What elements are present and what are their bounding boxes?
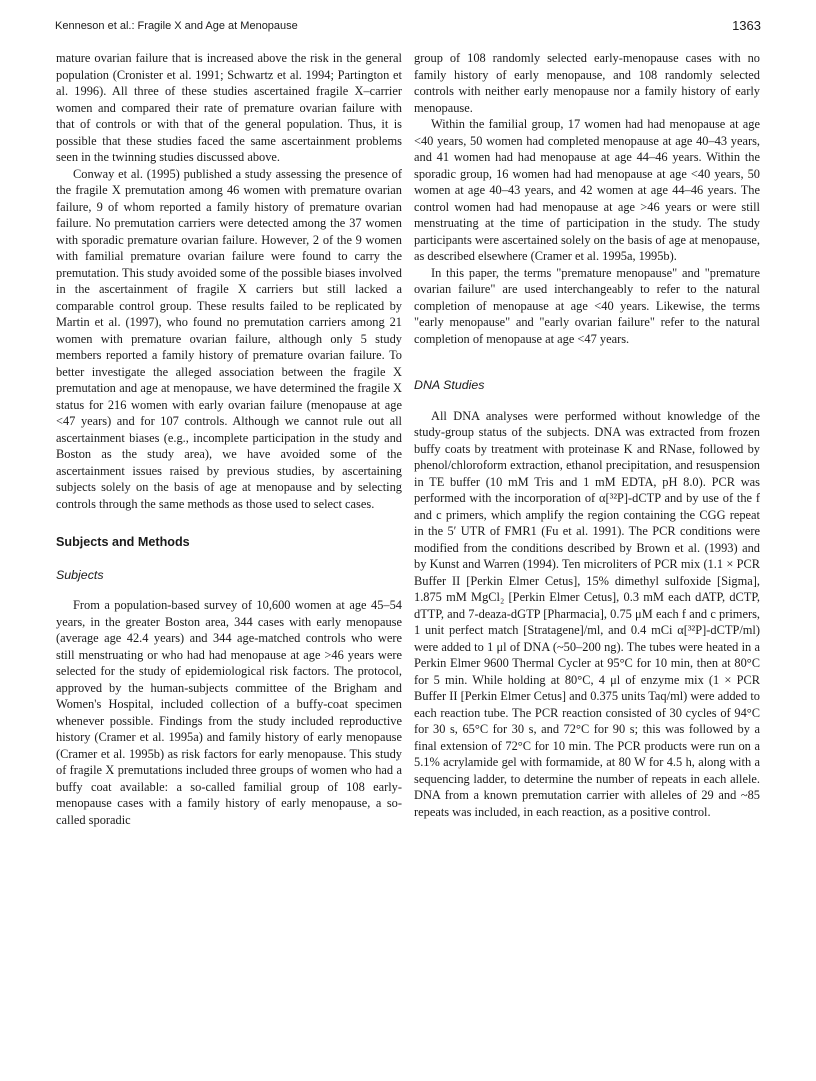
paragraph: group of 108 randomly selected early-menopause cases with no family history of early menopause, and 108 randomly selected controls with neither early menopause nor a family history of early menopause. xyxy=(414,51,760,115)
spacer xyxy=(414,347,760,377)
subsection-heading: Subjects xyxy=(56,567,104,582)
page-header xyxy=(55,18,761,40)
section-heading: Subjects and Methods xyxy=(56,535,190,549)
right-column xyxy=(414,50,760,820)
left-column xyxy=(56,50,402,828)
paragraph: Within the familial group, 17 women had had menopause at age <40 years, 50 women had completed menopause at age 40–43 years, and 41 women had had menopause at age 44–46 years. Within the sporadic group, 16 women had had menopause at age <40 years, 50 women at age 40–43 years, and 42 women at age 44–46 years. The control women had had menopause at age >46 years or were still menstruating at the time of participation in the study. The study participants were ascertained solely on the basis of age at menopause, as described elsewhere (Cramer et al. 1995a, 1995b). xyxy=(414,117,760,263)
subsection-heading: DNA Studies xyxy=(414,378,485,392)
paragraph: In this paper, the terms "premature menopause" and "premature ovarian failure" are used interchangeably to refer to the natural completion of menopause at age <40 years. Likewise, the terms "early menopause" and "early ovarian failure" refer to the natural completion of menopause at age <47 years. xyxy=(414,265,760,346)
running-head: Kenneson et al.: Fragile X and Age at Menopause xyxy=(55,20,298,32)
paragraph: From a population-based survey of 10,600 women at age 45–54 years, in the greater Boston area, 344 cases with early menopause (average age 42.4 years) and 344 age-matched controls who were still menstruating or who had had menopause at age >46 years were selected for the study of epidemiological risk factors. The protocol, approved by the human-subjects committee of the Brigham and Women's Hospital, included collection of a buffy-coat specimen whenever possible. Findings from the study included reproductive history (Cramer et al. 1995a) and family history of early menopause (Cramer et al. 1995b) as risk factors for early menopause. This study of fragile X premutations included three groups of women who had a buffy coat available: a so-called familial group of 108 early-menopause cases with a family history of early menopause, a so-called sporadic xyxy=(56,598,402,827)
paragraph: Conway et al. (1995) published a study assessing the presence of the fragile X premutation among 46 women with premature ovarian failure, 9 of whom reported a family history of premature ovarian failure. No premutation carriers were detected among the 37 women with sporadic premature ovarian failure. However, 2 of the 9 women with familial premature ovarian failure were found to carry the premutation. This study avoided some of the possible biases involved in the ascertainment of fragile X carriers but still lacked a comparable control group. These results failed to be replicated by Martin et al. (1997), who found no premutation carriers among 21 women with premature ovarian failure, although only 5 study members reported a family history of premature ovarian failure. To better investigate the alleged association between the fragile X premutation and age at menopause, we have determined the fragile X status for 216 women with early ovarian failure (menopause at age <47 years) and for 107 controls. Although we cannot rule out all ascertainment biases (e.g., incomplete participation in the study and Boston as the study area), we have avoided some of the ascertainment issues raised by previous studies, by ascertaining subjects solely on the basis of age at menopause and by selecting controls through the same methods as those used to select cases. xyxy=(56,166,402,511)
paragraph: mature ovarian failure that is increased above the risk in the general population (Cronister et al. 1991; Schwartz et al. 1994; Partington et al. 1996). All three of these studies ascertained fragile X–carrier women and compared their rate of premature ovarian failure with that of controls or with that of the general population. Thus, it is possible that these studies faced the same ascertainment problems seen in the twinning studies discussed above. xyxy=(56,51,402,164)
page-number: 1363 xyxy=(732,18,761,33)
paragraph: All DNA analyses were performed without knowledge of the study-group status of the subjects. DNA was extracted from frozen buffy coats by treatment with proteinase K and RNase, followed by phenol/chloroform extraction, ethanol precipitation, and resuspension in TE buffer (10 mM Tris and 1 mM EDTA, pH 8.0). PCR was performed with the incorporation of α[³²P]-dCTP and by use of the f and c primers, which amplify the region containing the CGG repeat in the 5′ UTR of FMR1 (Fu et al. 1991). The PCR conditions were modified from the conditions described by Brown et al. (1993) and by Kunst and Warren (1994). Ten microliters of PCR mix (1.1 × PCR Buffer II [Perkin Elmer Cetus], 15% dimethyl sulfoxide [Sigma], 1.875 mM MgCl₂ [Perkin Elmer Cetus], 0.3 mM each dATP, dCTP, dTTP, and 7-deaza-dGTP [Pharmacia], 0.75 μM each f and c primers, 1 unit perfect match [Stratagene]/ml, and 0.4 mCi α[³²P]-dCTP/ml) were added to 1 μl of DNA (~50–200 ng). The tubes were heated in a Perkin Elmer 9600 Thermal Cycler at 95°C for 10 min, then at 80°C for 5 min. While holding at 80°C, 4 μl of enzyme mix (1 × PCR Buffer II [Perkin Elmer Cetus] and 0.375 units Taq/ml) were added to each reaction tube. The PCR reaction consisted of 30 cycles of 94°C for 30 s, 65°C for 30 s, and 72°C for 90 s; this was followed by a final extension of 72°C for 10 min. The PCR products were run on a 5.1% acrylamide gel with formamide, at 80 W for 4.5 h, along with a sequencing ladder, to determine the number of repeats in each allele. DNA from a known premutation carrier with alleles of 29 and ~85 repeats was included, in each reaction, as a positive control. xyxy=(414,408,760,819)
